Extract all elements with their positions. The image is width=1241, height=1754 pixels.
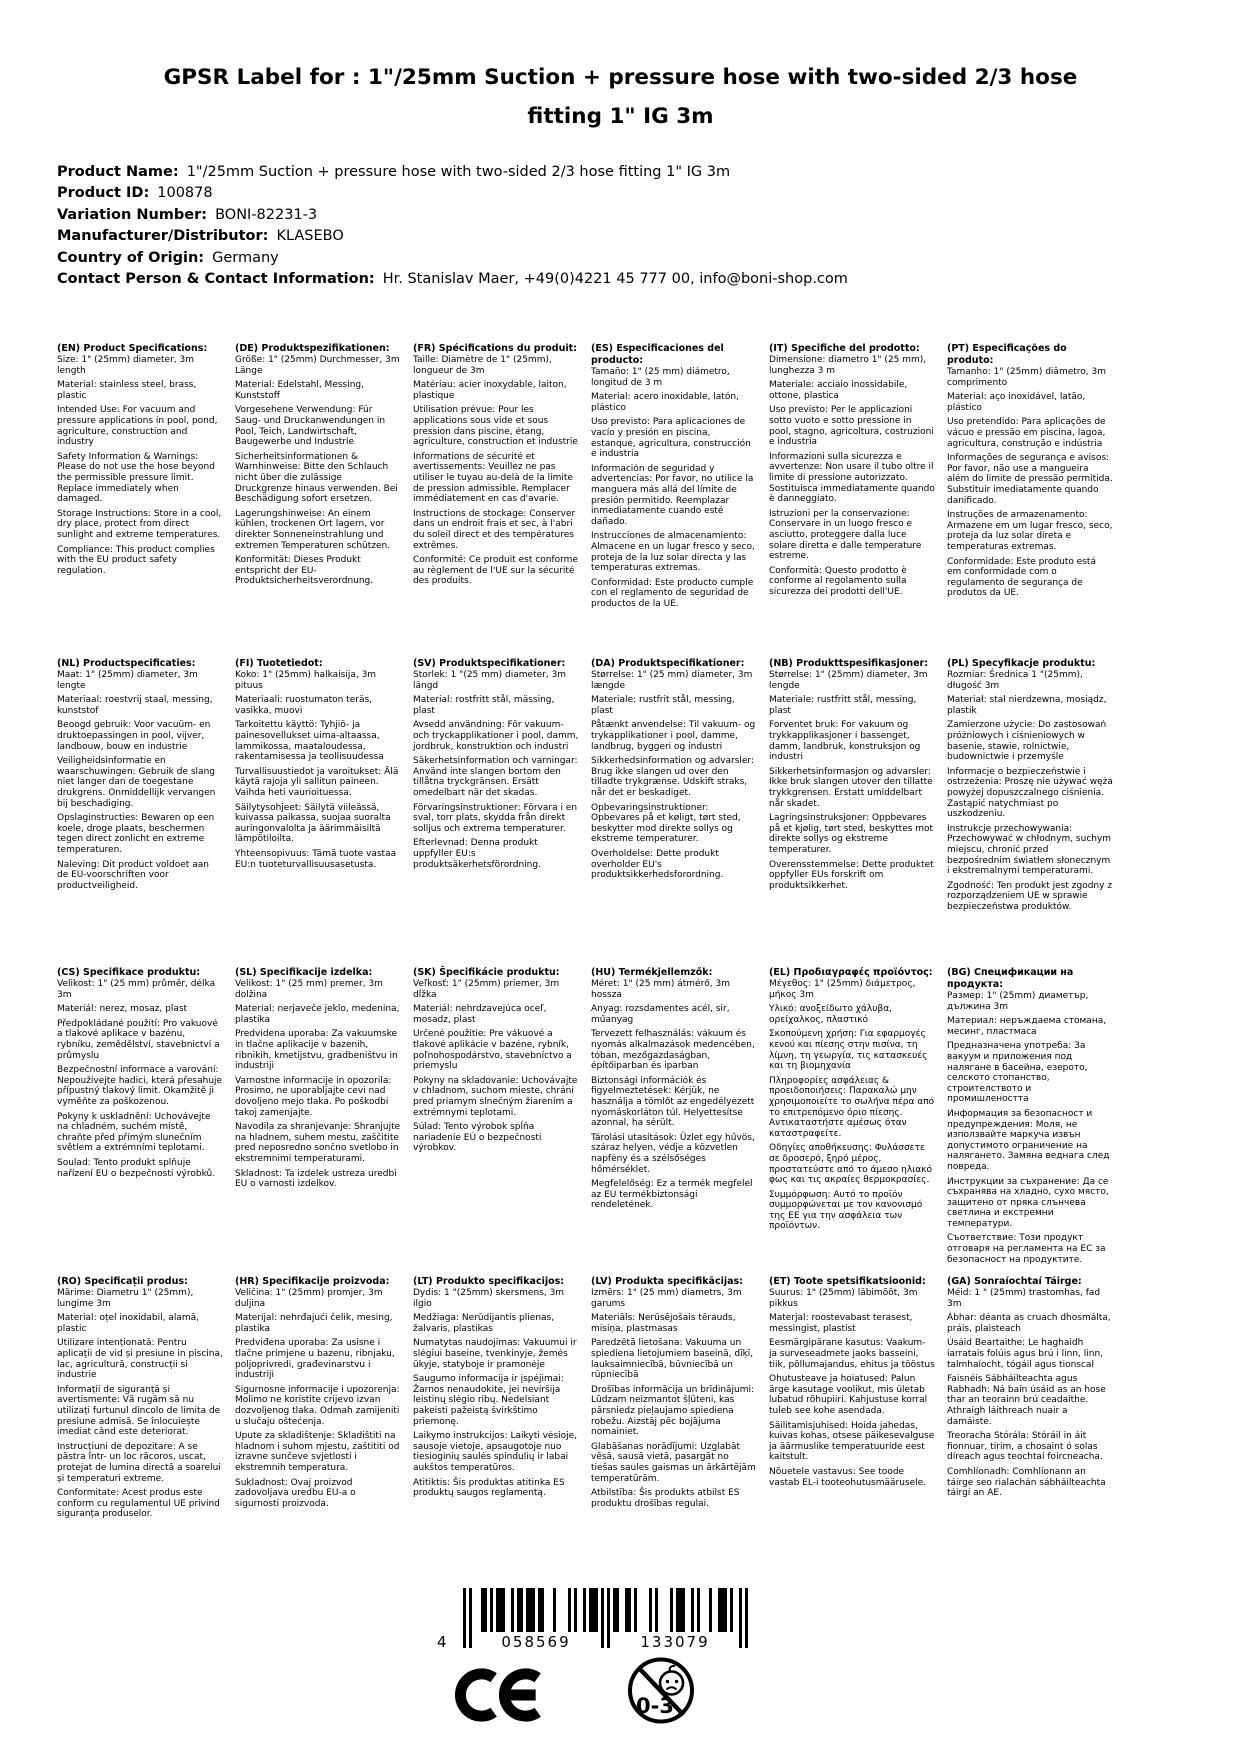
lang-row-2 bbox=[57, 658, 1113, 916]
lang-block-paragraph: Größe: 1" (25mm) Durchmesser, 3m Länge bbox=[235, 355, 400, 376]
lang-block-paragraph: Numatytas naudojimas: Vakuumui ir slėgiui baseine, tvenkinyje, žemės ūkyje, statyboje ir pramonėje bbox=[413, 1338, 577, 1370]
lang-block-title: (GA) Sonraíochtaí Táirge: bbox=[947, 1276, 1082, 1287]
lang-block-paragraph: Matériau: acier inoxydable, laiton, plastique bbox=[413, 380, 567, 401]
lang-block-sv bbox=[413, 658, 579, 874]
lang-block-paragraph: Dydis: 1 "(25mm) skersmens, 3m ilgio bbox=[413, 1288, 565, 1309]
lang-block-paragraph: Maat: 1" (25mm) diameter, 3m lengte bbox=[57, 670, 198, 691]
lang-block-paragraph: Paredzētā lietošana: Vakuuma un spiediena lietojumiem baseinā, dīķī, lauksaimniecībā, būvniecībā un rūpniecībā bbox=[591, 1338, 754, 1381]
lang-block-paragraph: Laikymo instrukcijos: Laikyti vėsioje, sausoje vietoje, apsaugotoje nuo tiesioginių saulės spindulių ir labai aukštos temperatūros. bbox=[413, 1431, 578, 1473]
page-title: GPSR Label for : 1"/25mm Suction + pressure hose with two-sided 2/3 hose fitting 1" IG 3m bbox=[163, 65, 1078, 129]
lang-block-paragraph: Tárolási utasítások: Üzlet egy hűvös, száraz helyen, védje a közvetlen napfény és a szélsőséges hőmérséklet. bbox=[591, 1132, 755, 1175]
product-id-value: 100878 bbox=[157, 185, 213, 202]
lang-block-paragraph: Eesmärgipärane kasutus: Vaakum- ja surveseadmete jaoks basseini, tiik, põllumajandus, ehitus ja tööstus bbox=[769, 1338, 935, 1370]
lang-block-paragraph: Sigurnosne informacije i upozorenja: Molimo ne koristite crijevo izvan dozvoljenog tlaka. Odmah zamijeniti u slučaju oštećenja. bbox=[235, 1384, 400, 1427]
lang-block-paragraph: Storage Instructions: Store in a cool, dry place, protect from direct sunlight and extreme temperatures. bbox=[57, 508, 222, 540]
country-of-origin-line bbox=[57, 248, 848, 269]
lang-block-paragraph: Informações de segurança e avisos: Por favor, não use a mangueira além do limite de pressão permitida. Substituir imediatamente quando danificado. bbox=[947, 453, 1113, 506]
lang-block-hu bbox=[591, 967, 757, 1215]
lang-block-paragraph: Información de seguridad y advertencias: Por favor, no utilice la manguera más allá del límite de presión permitido. Reemplazar inmediatamente cuando esté dañado. bbox=[591, 463, 754, 527]
lang-block-paragraph: Suurus: 1" (25mm) läbimõõt, 3m pikkus bbox=[769, 1288, 918, 1309]
lang-block-paragraph: Påtænkt anvendelse: Til vakuum- og trykapplikationer i pool, damme, landbrug, byggeri og industri bbox=[591, 720, 756, 752]
lang-block-paragraph: Dimensione: diametro 1" (25 mm), lunghezza 3 m bbox=[769, 355, 927, 376]
manufacturer-line bbox=[57, 226, 848, 247]
lang-block-paragraph: Materiale: rustfritt stål, messing, plast bbox=[769, 695, 917, 716]
manufacturer-value: KLASEBO bbox=[276, 228, 344, 245]
lang-block-paragraph: Predviđena uporaba: Za usisne i tlačne primjene u bazenu, ribnjaku, poljoprivredi, građevinarstvu i industriji bbox=[235, 1338, 395, 1381]
lang-block-paragraph: Size: 1" (25mm) diameter, 3m length bbox=[57, 355, 194, 376]
lang-block-paragraph: Størrelse: 1" (25 mm) diameter, 3m længde bbox=[591, 670, 753, 691]
lang-block-paragraph: Sikkerhedsinformation og advarsler: Brug ikke slangen ud over den tilladte trykgrænse. Udskift straks, når det er beskadiget. bbox=[591, 756, 754, 798]
lang-block-paragraph: Material: oțel inoxidabil, alamă, plastic bbox=[57, 1313, 199, 1334]
lang-block-paragraph: Méret: 1" (25 mm) átmérő, 3m hossza bbox=[591, 979, 730, 1000]
lang-block-paragraph: Материал: неръждаема стомана, месинг, пластмаса bbox=[947, 1016, 1107, 1037]
lang-block-paragraph: Informazioni sulla sicurezza e avvertenze: Non usare il tubo oltre il limite di pressione autorizzato. Sostituisca immediatamente quando è danneggiato. bbox=[769, 451, 935, 505]
lang-block-paragraph: Säilytysohjeet: Säilytä viileässä, kuivassa paikassa, suojaa suoralta auringonvalolta ja äärimmäisiltä lämpötiloilta. bbox=[235, 802, 391, 845]
lang-block-paragraph: Megfelelőség: Ez a termék megfelel az EU termékbiztonsági rendeletének. bbox=[591, 1179, 753, 1211]
lang-block-paragraph: Uso pretendido: Para aplicações de vácuo e pressão em piscina, lagoa, agricultura, construção e indústria bbox=[947, 417, 1106, 449]
lang-block-paragraph: Navodila za shranjevanje: Shranjujte na hladnem, suhem mestu, zaščitite pred neposredno sončno svetlobo in ekstremnimi temperaturami. bbox=[235, 1122, 401, 1164]
product-name-label: Product Name: bbox=[57, 164, 179, 180]
lang-block-paragraph: Materijal: nehrđajući čelik, mesing, plastika bbox=[235, 1313, 393, 1334]
lang-block-paragraph: Overensstemmelse: Dette produktet oppfyller EUs forskrift om produktsikkerhet. bbox=[769, 859, 934, 891]
lang-block-paragraph: Taille: Diamètre de 1" (25mm), longueur de 3m bbox=[413, 355, 552, 376]
lang-block-sk bbox=[413, 967, 579, 1158]
lang-block-paragraph: Размер: 1" (25mm) диаметър, дължина 3m bbox=[947, 991, 1089, 1012]
lang-block-paragraph: Forventet bruk: For vakuum og trykkapplikasjoner i bassenget, damm, landbruk, konstruksjon og industri bbox=[769, 720, 921, 763]
lang-block-title: (DA) Produktspecifikationer: bbox=[591, 658, 745, 669]
lang-block-paragraph: Zamierzone użycie: Do zastosowań próżniowych i ciśnieniowych w basenie, stawie, rolnictwie, budownictwie i przemyśle bbox=[947, 720, 1107, 763]
lang-block-paragraph: Säilitamisjuhised: Hoida jahedas, kuivas kohas, otsese päikesevalguse ja äärmuslike temperatuuride eest kaitstult. bbox=[769, 1420, 935, 1463]
lang-block-paragraph: Materiāls: Nerūsējošais tērauds, misiņa, plastmasas bbox=[591, 1313, 736, 1334]
lang-block-paragraph: Compliance: This product complies with the EU product safety regulation. bbox=[57, 544, 215, 576]
lang-block-paragraph: Beoogd gebruik: Voor vacuüm- en druktoepassingen in pool, vijver, landbouw, bouw en industrie bbox=[57, 720, 211, 752]
lang-block-paragraph: Storlek: 1 "(25 mm) diameter, 3m längd bbox=[413, 670, 567, 691]
barcode-system-digit: 4 bbox=[437, 1633, 447, 1651]
lang-block-title: (SV) Produktspecifikationer: bbox=[413, 658, 566, 669]
contact-label: Contact Person & Contact Information: bbox=[57, 271, 375, 288]
lang-block-paragraph: Material: nerjaveče jeklo, medenina, plastika bbox=[235, 1004, 400, 1025]
lang-block-paragraph: Säkerhetsinformation och varningar: Använd inte slangen bortom den tillåtna tryckgränsen. Ersätt omedelbart när det skadas. bbox=[413, 756, 578, 798]
variation-number-label: Variation Number: bbox=[57, 206, 208, 223]
lang-block-paragraph: Comhlíonadh: Comhlíonann an táirge seo rialachán sábháilteachta táirgí an AE. bbox=[947, 1466, 1106, 1499]
lang-block-paragraph: Koko: 1" (25mm) halkaisija, 3m pituus bbox=[235, 670, 377, 691]
lang-block-paragraph: Material: rostfritt stål, mässing, plast bbox=[413, 695, 555, 716]
lang-block-title: (NL) Productspecificaties: bbox=[57, 658, 196, 669]
lang-block-paragraph: Sicherheitsinformationen & Warnhinweise: Bitte den Schlauch nicht über die zulässige Druckgrenze hinaus verwenden. Bei Beschädigung sofort ersetzen. bbox=[235, 451, 398, 505]
lang-block-paragraph: Drošības informācija un brīdinājumi: Lūdzam neizmantot šļūteni, kas pārsniedz pieļaujamo spiediena robežu. Aizstāj pēc bojājuma nomainiet. bbox=[591, 1384, 755, 1438]
lang-block-paragraph: Istruzioni per la conservazione: Conservare in un luogo fresco e asciutto, proteggere dalla luce solare diretta e dalle temperature estreme. bbox=[769, 508, 922, 562]
lang-block-paragraph: Lagerungshinweise: An einem kühlen, trockenen Ort lagern, vor direkter Sonneneinstrahlung und extremen Temperaturen schützen. bbox=[235, 508, 391, 551]
lang-block-paragraph: Materiał: stal nierdzewna, mosiądz, plastik bbox=[947, 695, 1107, 716]
lang-block-paragraph: Předpokládané použití: Pro vakuové a tlakové aplikace v bazénu, rybníku, zemědělství, stavebnictví a průmyslu bbox=[57, 1018, 220, 1061]
lang-block-paragraph: Nõuetele vastavus: See toode vastab EL-i tooteohutusmäärusele. bbox=[769, 1466, 927, 1488]
lang-block-title: (PT) Especificações do produto: bbox=[947, 343, 1067, 366]
lang-row-3 bbox=[57, 967, 1113, 1269]
lang-block-paragraph: Konformität: Dieses Produkt entspricht der EU-Produktsicherheitsverordnung. bbox=[235, 555, 374, 587]
lang-block-paragraph: Utilisation prévue: Pour les applications sous vide et sous pression dans piscine, étang, agriculture, construction et industrie bbox=[413, 405, 578, 448]
lang-block-title: (EL) Προδιαγραφές προϊόντος: bbox=[769, 967, 933, 978]
lang-block-paragraph: Materiál: nerez, mosaz, plast bbox=[57, 1004, 188, 1015]
lang-block-paragraph: Pokyny k uskladnění: Uchovávejte na chladném, suchém místě, chraňte před přímým slunečním světlem a extrémními teplotami. bbox=[57, 1111, 211, 1154]
lang-block-paragraph: Uso previsto: Per le applicazioni sotto vuoto e sotto pressione in pool, stagno, agricoltura, costruzioni e industria bbox=[769, 405, 934, 448]
lang-block-paragraph: Material: stainless steel, brass, plastic bbox=[57, 380, 197, 401]
variation-number-line bbox=[57, 205, 848, 226]
lang-block-paragraph: Atbilstība: Šis produkts atbilst ES produktu drošības regulai. bbox=[591, 1488, 740, 1509]
lang-block-sl bbox=[235, 967, 401, 1194]
product-id-label: Product ID: bbox=[57, 185, 150, 202]
lang-block-paragraph: Materiale: rustfrit stål, messing, plast bbox=[591, 695, 735, 716]
lang-block-title: (CS) Specifikace produktu: bbox=[57, 967, 201, 978]
lang-block-title: (SK) Špecifikácie produktu: bbox=[413, 967, 560, 978]
lang-block-title: (FR) Spécifications du produit: bbox=[413, 343, 577, 354]
lang-block-paragraph: Предназначена употреба: За вакуум и приложения под налягане в басейна, езерото, селското стопанство, строителството и промишлеността bbox=[947, 1041, 1088, 1105]
lang-block-paragraph: Σκοπούμενη χρήση: Για εφαρμογές κενού και πίεσης στην πισίνα, τη λίμνη, τη γεωργία, τις κατασκευές και τη βιομηχανία bbox=[769, 1029, 928, 1072]
lang-block-paragraph: Rozmiar: Średnica 1 "(25mm), długość 3m bbox=[947, 670, 1083, 691]
lang-block-title: (IT) Specifiche del prodotto: bbox=[769, 343, 920, 354]
lang-row-4 bbox=[57, 1276, 1113, 1524]
lang-block-paragraph: Πληροφορίες ασφάλειας & προειδοποιήσεις: Παρακαλώ μην χρησιμοποιείτε το σωλήνα πέρα από το επιτρεπόμενο όριο πίεσης. Αντικαταστήστε αμέσως όταν καταστραφείτε. bbox=[769, 1075, 935, 1139]
ce-mark-icon bbox=[455, 1664, 543, 1730]
lang-block-paragraph: Информация за безопасност и предупреждения: Моля, не използвайте маркуча извън допустимото ограничение на налягането. Замяна веднага след повреда. bbox=[947, 1108, 1110, 1172]
lang-block-paragraph: Bezpečnostní informace a varování: Nepoužívejte hadici, která přesahuje přípustný tlakový limit. Okamžitě ji vyměňte za poškozenou. bbox=[57, 1065, 223, 1107]
lang-block-el bbox=[769, 967, 935, 1236]
lang-block-paragraph: Tamanho: 1" (25mm) diâmetro, 3m comprimento bbox=[947, 367, 1106, 388]
product-id-line bbox=[57, 183, 848, 204]
lang-block-paragraph: Safety Information & Warnings: Please do not use the hose beyond the permissible pressure limit. Replace immediately when damaged. bbox=[57, 451, 215, 505]
lang-block-title: (HR) Specifikacije proizvoda: bbox=[235, 1276, 390, 1287]
lang-block-lt bbox=[413, 1276, 579, 1503]
lang-row-1 bbox=[57, 343, 1113, 613]
lang-block-title: (HU) Termékjellemzők: bbox=[591, 967, 713, 978]
lang-block-hr bbox=[235, 1276, 401, 1513]
lang-block-de bbox=[235, 343, 401, 591]
lang-block-paragraph: Upute za skladištenje: Skladištiti na hladnom i suhom mjestu, zaštititi od izravne sunčeve svjetlosti i ekstremnih temperatura. bbox=[235, 1431, 400, 1473]
lang-block-cs bbox=[57, 967, 223, 1183]
lang-block-paragraph: Opbevaringsinstruktioner: Opbevares på et køligt, tørt sted, beskytter mod direkte sollys og ekstreme temperaturer. bbox=[591, 802, 741, 845]
lang-block-paragraph: Faisnéis Sábháilteachta agus Rabhadh: Ná bain úsáid as an hose thar an teorainn brú ceadaithe. Athraigh láithreach nuair a damáiste. bbox=[947, 1374, 1106, 1427]
lang-block-title: (PL) Specyfikacje produktu: bbox=[947, 658, 1096, 669]
lang-block-paragraph: Tamaño: 1" (25 mm) diámetro, longitud de 3 m bbox=[591, 367, 730, 388]
lang-block-paragraph: Overholdelse: Dette produkt overholder EU's produktsikkerhedsforordning. bbox=[591, 848, 724, 881]
lang-block-paragraph: Veľkosť: 1" (25mm) priemer, 3m dĺžka bbox=[413, 979, 560, 1000]
lang-block-paragraph: Förvaringsinstruktioner: Förvara i en sval, torr plats, skydda från direkt solljus och extrema temperaturer. bbox=[413, 802, 578, 834]
lang-block-title: (FI) Tuotetiedot: bbox=[235, 658, 323, 669]
lang-block-paragraph: Μέγεθος: 1" (25mm) διάμετρος, μήκος 3m bbox=[769, 979, 916, 1000]
lang-block-et bbox=[769, 1276, 935, 1492]
lang-block-title: (ES) Especificaciones del producto: bbox=[591, 343, 724, 366]
lang-block-title: (ET) Toote spetsifikatsioonid: bbox=[769, 1276, 926, 1287]
lang-block-paragraph: Soulad: Tento produkt splňuje nařízení EU o bezpečnosti výrobků. bbox=[57, 1157, 216, 1179]
country-of-origin-label: Country of Origin: bbox=[57, 249, 205, 266]
lang-block-paragraph: Veiligheidsinformatie en waarschuwingen: Gebruik de slang niet langer dan de toegestane drukgrens. Onmiddellijk vervangen bij beschadiging. bbox=[57, 756, 216, 809]
lang-block-title: (SL) Specifikacije izdelka: bbox=[235, 967, 373, 978]
lang-block-paragraph: Ábhar: déanta as cruach dhosmálta, práis, plaisteach bbox=[947, 1313, 1111, 1334]
lang-block-paragraph: Izmērs: 1" (25 mm) diametrs, 3m garums bbox=[591, 1288, 742, 1309]
lang-block-paragraph: Tarkoitettu käyttö: Tyhjiö- ja painesovellukset uima-altaassa, lammikossa, maataloudessa, rakentamisessa ja teollisuudessa bbox=[235, 720, 384, 763]
lang-block-paragraph: Méid: 1 " (25mm) trastomhas, fad 3m bbox=[947, 1288, 1101, 1309]
lang-block-title: (RO) Specificații produs: bbox=[57, 1276, 188, 1287]
lang-block-paragraph: Størrelse: 1" (25mm) diameter, 3m lengde bbox=[769, 670, 928, 691]
lang-block-paragraph: Mărime: Diametru 1" (25mm), lungime 3m bbox=[57, 1288, 194, 1309]
lang-block-paragraph: Utilizare intenționată: Pentru aplicații de vid și presiune in piscina, lac, agricultură, construcții si industrie bbox=[57, 1338, 223, 1381]
lang-block-ro bbox=[57, 1276, 223, 1524]
lang-block-pl bbox=[947, 658, 1113, 916]
product-info-block bbox=[57, 162, 848, 290]
lang-block-paragraph: Určené použitie: Pre vákuové a tlakové aplikácie v bazéne, rybník, poľnohospodárstvo, stavebníctvo a priemyslu bbox=[413, 1029, 572, 1072]
lang-block-paragraph: Efterlevnad: Denna produkt uppfyller EU:s produktsäkerhetsförordning. bbox=[413, 838, 541, 870]
lang-block-paragraph: Veličina: 1" (25mm) promjer, 3m duljina bbox=[235, 1288, 383, 1309]
lang-block-paragraph: Υλικό: ανοξείδωτο χάλυβα, ορείχαλκος, πλαστικό bbox=[769, 1004, 892, 1025]
lang-block-paragraph: Yhteensopivuus: Tämä tuote vastaa EU:n tuoteturvallisuusasetusta. bbox=[235, 848, 397, 870]
lang-block-title: (EN) Product Specifications: bbox=[57, 343, 208, 354]
lang-block-paragraph: Informations de sécurité et avertissements: Veuillez ne pas utiliser le tuyau au-delà de la limite de pression admissible. Remplacer immédiatement en cas d'avarie. bbox=[413, 451, 573, 505]
barcode-group2-digits: 133079 bbox=[613, 1634, 737, 1651]
lang-block-paragraph: Pokyny na skladovanie: Uchovávajte v chladnom, suchom mieste, chráni pred priamym slnečným žiarením a extrémnymi teplotami. bbox=[413, 1075, 578, 1118]
lang-block-paragraph: Instrucțiuni de depozitare: A se păstra într- un loc răcoros, uscat, protejat de lumina directă a soarelui și temperaturi extreme. bbox=[57, 1441, 221, 1484]
lang-block-title: (DE) Produktspezifikationen: bbox=[235, 343, 390, 354]
age-warning-0-3-icon bbox=[626, 1654, 696, 1731]
lang-block-ga bbox=[947, 1276, 1113, 1503]
lang-block-paragraph: Opslaginstructies: Bewaren op een koele, droge plaats, beschermen tegen direct zonlicht en extreme temperaturen. bbox=[57, 813, 215, 855]
lang-block-paragraph: Materiaal: roestvrij staal, messing, kunststof bbox=[57, 695, 213, 716]
lang-block-paragraph: Anyag: rozsdamentes acél, sir, műanyag bbox=[591, 1004, 730, 1025]
lang-block-paragraph: Biztonsági információk és figyelmeztetések: Kérjük, ne használja a tömlőt az engedélyezett nyomáskorláton túl. Helyettesítse azonnal, ha sérült. bbox=[591, 1075, 755, 1129]
lang-block-paragraph: Material: aço inoxidável, latão, plástico bbox=[947, 392, 1086, 413]
lang-block-paragraph: Conformidad: Este producto cumple con el reglamento de seguridad de productos de la UE. bbox=[591, 577, 754, 609]
lang-block-paragraph: Skladnost: Ta izdelek ustreza uredbi EU o varnosti izdelkov. bbox=[235, 1168, 397, 1190]
lang-block-paragraph: Συμμόρφωση: Αυτό το προϊόν συμμορφώνεται με τον κανονισμό της ΕΕ για την ασφάλεια των προϊόντων. bbox=[769, 1189, 923, 1232]
lang-block-paragraph: Съответствие: Този продукт отговаря на регламента на ЕС за безопасност на продуктите. bbox=[947, 1233, 1106, 1265]
lang-block-paragraph: Conformitate: Acest produs este conform cu regulamentul UE privind siguranța produselor. bbox=[57, 1488, 220, 1520]
lang-block-nl bbox=[57, 658, 223, 895]
lang-block-paragraph: Súlad: Tento výrobok spĺňa nariadenie EÚ o bezpečnosti výrobkov. bbox=[413, 1122, 542, 1154]
lang-block-paragraph: Инструкции за съхранение: Да се съхранява на хладно, сухо място, защитено от пряка слънчева светлина и екстремни температури. bbox=[947, 1176, 1109, 1229]
lang-block-paragraph: Vorgesehene Verwendung: Für Saug- und Druckanwendungen in Pool, Teich, Landwirtschaft, Baugewerbe und Industrie bbox=[235, 405, 386, 448]
lang-block-paragraph: Material: Edelstahl, Messing, Kunststoff bbox=[235, 380, 365, 401]
lang-block-paragraph: Glabāšanas norādījumi: Uzglabāt vēsā, sausā vietā, pasargāt no tiešas saules gaismas un ārkārtējām temperatūrām. bbox=[591, 1441, 756, 1484]
contact-line bbox=[57, 269, 848, 290]
lang-block-it bbox=[769, 343, 935, 601]
lang-block-paragraph: Instruções de armazenamento: Armazene em um lugar fresco, seco, proteja da luz solar direta e temperaturas extremas. bbox=[947, 510, 1113, 552]
lang-block-paragraph: Instructions de stockage: Conserver dans un endroit frais et sec, à l'abri du soleil direct et des températures extrêmes. bbox=[413, 508, 576, 551]
lang-block-lv bbox=[591, 1276, 757, 1513]
lang-block-title: (NB) Produkttspesifikasjoner: bbox=[769, 658, 929, 669]
lang-block-paragraph: Turvallisuustiedot ja varoitukset: Älä käytä rajoja yli sallitun paineen. Vaihda heti vaurioituessa. bbox=[235, 766, 399, 798]
lang-block-paragraph: Materiál: nehrdzavejúca oceľ, mosadz, plast bbox=[413, 1004, 547, 1025]
lang-block-es bbox=[591, 343, 757, 613]
ean13-barcode bbox=[437, 1588, 748, 1651]
product-name-line bbox=[57, 162, 848, 183]
lang-block-paragraph: Tervezett felhasználás: vákuum és nyomás alkalmazások medencében, tóban, mezőgazdaságban, építőiparban és iparban bbox=[591, 1029, 755, 1072]
lang-block-paragraph: Uso previsto: Para aplicaciones de vacío y presión en piscina, estanque, agricultura, construcción e industria bbox=[591, 417, 751, 460]
lang-block-paragraph: Conformità: Questo prodotto è conforme al regolamento sulla sicurezza dei prodotti dell'UE. bbox=[769, 565, 907, 597]
lang-block-paragraph: Lagringsinstruksjoner: Oppbevares på et kjølig, tørt sted, beskyttes mot direkte sollys og ekstreme temperaturer. bbox=[769, 813, 934, 855]
lang-block-fr bbox=[413, 343, 579, 591]
lang-block-paragraph: Materiale: acciaio inossidabile, ottone, plastica bbox=[769, 380, 908, 401]
lang-block-paragraph: Instrukcje przechowywania: Przechowywać w chłodnym, suchym miejscu, chronić przed bezpośrednim światłem słonecznym i ekstremalnymi temperaturami. bbox=[947, 823, 1112, 877]
lang-block-paragraph: Naleving: Dit product voldoet aan de EU-voorschriften voor productveiligheid. bbox=[57, 859, 209, 891]
variation-number-value: BONI-82231-3 bbox=[215, 206, 318, 223]
lang-block-da bbox=[591, 658, 757, 885]
lang-block-paragraph: Saugumo informacija ir įspėjimai: Žarnos nenaudokite, jei neviršija leistinų slėgio ribų. Nedelsiant pakeisti pažeistą švirkštimo priemonę. bbox=[413, 1374, 564, 1427]
contact-value: Hr. Stanislav Maer, +49(0)4221 45 777 00, info@boni-shop.com bbox=[382, 271, 848, 288]
lang-block-paragraph: Varnostne informacije in opozorila: Prosimo, ne uporabljajte cevi nad dovoljeno mejo tlaka. Po poškodbi takoj zamenjajte. bbox=[235, 1075, 392, 1118]
lang-block-en bbox=[57, 343, 223, 580]
lang-block-paragraph: Informacje o bezpieczeństwie i ostrzeżenia: Proszę nie używać węża powyżej dopuszczalnego ciśnienia. Zastąpić natychmiast po uszkodzeniu. bbox=[947, 766, 1113, 820]
lang-block-paragraph: Zgodność: Ten produkt jest zgodny z rozporządzeniem UE w sprawie bezpieczeństwa produktów. bbox=[947, 880, 1113, 912]
country-of-origin-value: Germany bbox=[212, 249, 279, 266]
lang-block-paragraph: Informații de siguranță și avertismente: Vă rugăm să nu utilizați furtunul dincolo de limita de presiune admisă. Se înlocuiește imediat când este deteriorat. bbox=[57, 1384, 221, 1438]
lang-block-fi bbox=[235, 658, 401, 874]
manufacturer-label: Manufacturer/Distributor: bbox=[57, 228, 269, 245]
lang-block-paragraph: Atitiktis: Šis produktas atitinka ES produktų saugos reglamentą. bbox=[413, 1477, 565, 1499]
lang-block-paragraph: Conformidade: Este produto está em conformidade com o regulamento de segurança de produtos da UE. bbox=[947, 556, 1096, 599]
lang-block-paragraph: Velikost: 1" (25 mm) průměr, délka 3m bbox=[57, 979, 216, 1000]
lang-block-paragraph: Instrucciones de almacenamiento: Almacene en un lugar fresco y seco, proteja de la luz solar directa y las temperaturas extremas. bbox=[591, 531, 755, 574]
lang-block-bg bbox=[947, 967, 1113, 1269]
lang-block-title: (LV) Produkta specifikācijas: bbox=[591, 1276, 743, 1287]
lang-block-pt bbox=[947, 343, 1113, 603]
product-name-value: 1"/25mm Suction + pressure hose with two-sided 2/3 hose fitting 1" IG 3m bbox=[186, 164, 731, 180]
lang-block-paragraph: Predvidena uporaba: Za vakuumske in tlačne aplikacije v bazenih, ribnikih, kmetijstvu, gradbeništvu in industriji bbox=[235, 1029, 398, 1072]
barcode-group1-digits: 058569 bbox=[474, 1634, 598, 1651]
lang-block-title: (BG) Спецификации на продукта: bbox=[947, 967, 1074, 990]
age-warning-text: 0-3 bbox=[636, 1694, 674, 1718]
lang-block-title: (LT) Produkto specifikacijos: bbox=[413, 1276, 565, 1287]
lang-block-paragraph: Sikkerhetsinformasjon og advarsler: Ikke bruk slangen utover den tillatte trykkgrensen. Erstatt umiddelbart når skadet. bbox=[769, 766, 933, 809]
lang-block-paragraph: Treoracha Stórála: Stóráil in áit fionnuar, tirim, a chosaint ó solas díreach agus teochtaí foircneacha. bbox=[947, 1431, 1103, 1463]
lang-block-paragraph: Intended Use: For vacuum and pressure applications in pool, pond, agriculture, construction and industry bbox=[57, 405, 218, 448]
lang-block-paragraph: Velikost: 1" (25 mm) premer, 3m dolžina bbox=[235, 979, 383, 1000]
lang-block-paragraph: Medžiaga: Nerūdijantis plienas, žalvaris, plastikas bbox=[413, 1313, 555, 1334]
lang-block-paragraph: Úsáid Beartaithe: Le haghaidh iarratais folúis agus brú i linn, linn, talmhaíocht, tógáil agus tionscal bbox=[947, 1338, 1104, 1370]
lang-block-paragraph: Οδηγίες αποθήκευσης: Φυλάσσετε σε δροσερό, ξηρό μέρος, προστατεύστε από το άμεσο ηλιακό φως και τις ακραίες θερμοκρασίες. bbox=[769, 1143, 932, 1186]
lang-block-paragraph: Materjal: roostevabast terasest, messingist, plastist bbox=[769, 1313, 913, 1334]
lang-block-nb bbox=[769, 658, 935, 895]
lang-block-paragraph: Ohutusteave ja hoiatused: Palun ärge kasutage voolikut, mis ületab lubatud rõhupiiri. Kahjustuse korral tuleb see kohe asendada. bbox=[769, 1374, 928, 1416]
lang-block-paragraph: Sukladnost: Ovaj proizvod zadovoljava uredbu EU-a o sigurnosti proizvoda. bbox=[235, 1477, 356, 1509]
lang-block-paragraph: Material: acero inoxidable, latón, plástico bbox=[591, 392, 739, 413]
lang-block-paragraph: Materiaali: ruostumaton teräs, vasikka, muovi bbox=[235, 695, 373, 716]
lang-block-paragraph: Avsedd användning: För vakuum- och tryckapplikationer i pool, damm, jordbruk, konstruktion och industri bbox=[413, 720, 579, 752]
lang-block-paragraph: Conformité: Ce produit est conforme au règlement de l'UE sur la sécurité des produits. bbox=[413, 555, 578, 587]
